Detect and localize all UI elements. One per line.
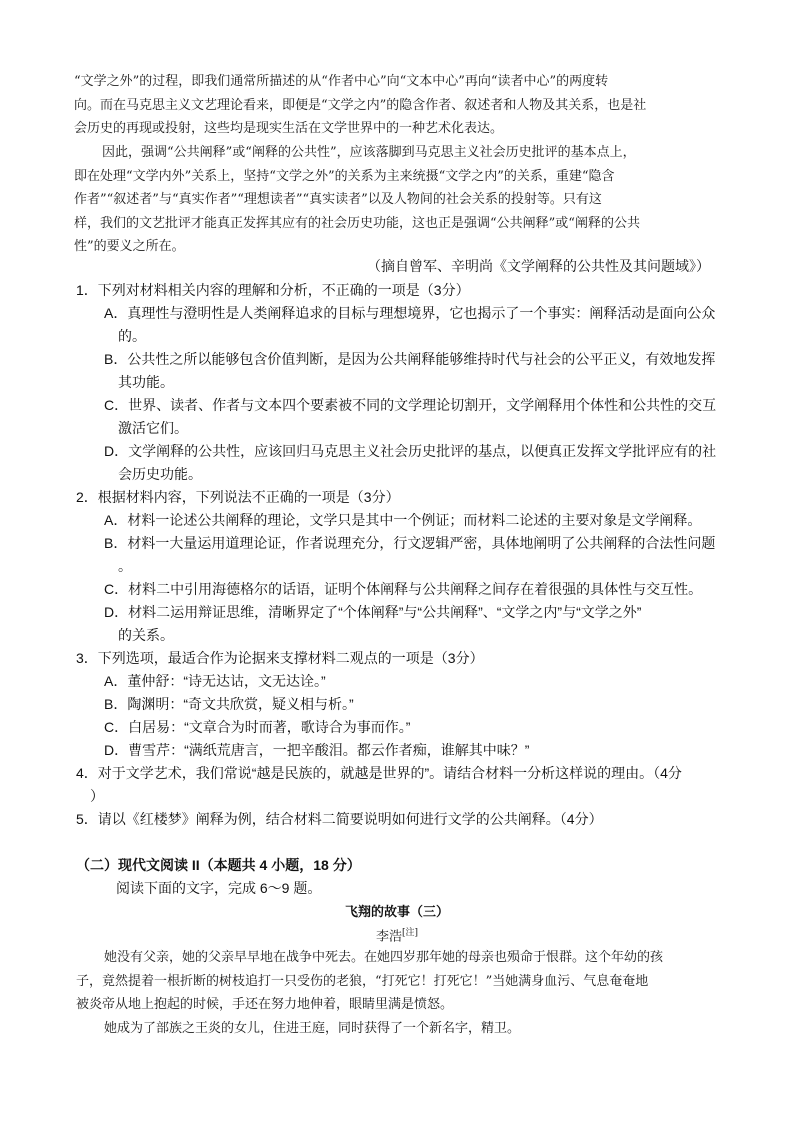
- question-5: 5．请以《红楼梦》阐释为例，结合材料二简要说明如何进行文学的公共阐释。（4分）: [76, 811, 603, 827]
- question-2-option-d: [104, 601, 718, 647]
- question-1-option-a: [104, 302, 718, 348]
- question-3-option-b: B．陶渊明：“奇文共欣赏，疑义相与析。”: [104, 696, 354, 712]
- question-2-option-b: [104, 532, 718, 578]
- option-line: D．文学阐释的公共性，应该回归马克思主义社会历史批评的基点，以便真正发挥文学批评应有的社: [104, 443, 717, 459]
- text-line: 因此，强调“公共阐释”或“阐释的公共性”，应该落脚到马克思主义社会历史批评的基本点上，: [102, 145, 636, 160]
- question-2-option-a: [104, 509, 718, 532]
- source-note: （摘自曾军、辛明尚《文学阐释的公共性及其问题域》）: [367, 258, 710, 274]
- text-line: 性”的要义之所在。: [74, 239, 185, 254]
- question-3-option-c: C．白居易：“文章合为时而著，歌诗合为事而作。”: [104, 719, 411, 735]
- text-line: 她没有父亲，她的父亲早早地在战争中死去。在她四岁那年她的母亲也殒命于恨群。这个年幼的孩: [104, 950, 664, 965]
- question-3-stem: 3．下列选项，最适合作为论据来支撑材料二观点的一项是（3分）: [76, 650, 484, 666]
- question-2-option-c: [104, 578, 718, 601]
- text-line: 即在处理“文学内外”关系上，坚持“文学之外”的关系为主来统摄“文学之内”的关系，重建“隐含: [74, 168, 615, 184]
- story-author: [0, 922, 794, 949]
- option-line: 的关系。: [118, 627, 174, 643]
- intro-paragraph-2: [74, 141, 720, 259]
- question-line: ）: [90, 788, 104, 804]
- option-line: 激活它们。: [118, 420, 188, 436]
- option-line: A．真理性与澄明性是人类阐释追求的目标与理想境界，它也揭示了一个事实：阐释活动是面向公众: [104, 305, 716, 321]
- option-line: B．公共性之所以能够包含价值判断，是因为公共阐释能够维持时代与社会的公平正义，有效地发挥: [104, 351, 716, 367]
- section-heading: （二）现代文阅读 II（本题共 4 小题，18 分）: [76, 857, 361, 873]
- option-line: 会历史功能。: [118, 466, 202, 482]
- question-2-stem: 2．根据材料内容，下列说法不正确的一项是（3分）: [76, 489, 400, 505]
- story-paragraph-2: 她成为了部族之王炎的女儿，住进王庭，同时获得了一个新名字，精卫。: [104, 1021, 521, 1036]
- option-line: 。: [118, 558, 132, 574]
- option-line: A．材料一论述公共阐释的理论，文学只是其中一个例证；而材料二论述的主要对象是文学阐释。: [104, 512, 702, 528]
- option-line: C．材料二中引用海德格尔的话语，证明个体阐释与公共阐释之间存在着很强的具体性与交互性。: [104, 581, 703, 597]
- text-line: 子，竟然提着一根折断的树枝追打一只受伤的老狼，“打死它！打死它！”当她满身血污、气息奄奄地: [76, 973, 649, 989]
- option-line: C．世界、读者、作者与文本四个要素被不同的文学理论切割开，文学阐释用个体性和公共性的交互: [104, 397, 717, 413]
- text-line: “文学之外”的过程，即我们通常所描述的从“作者中心”向“文本中心”再向“读者中心”的两度转: [74, 74, 609, 89]
- section-instruction: 阅读下面的文字，完成 6～9 题。: [116, 880, 322, 896]
- question-3-option-a: A．董仲舒：“诗无达诂，文无达诠。”: [104, 673, 326, 689]
- text-line: 被炎帝从地上抱起的时候，手还在努力地伸着，眼睛里满是愤怒。: [76, 997, 454, 1012]
- question-1-stem: 1．下列对材料相关内容的理解和分析，不正确的一项是（3分）: [76, 282, 470, 298]
- question-4: [76, 762, 720, 808]
- story-title: 飞翔的故事（三）: [344, 904, 449, 919]
- question-1-option-c: [104, 394, 718, 440]
- option-line: 的。: [118, 328, 146, 344]
- text-line: 作者”“叙述者”与“真实作者”“理想读者”“真实读者”以及人物间的社会关系的投射等。只有这: [74, 192, 602, 207]
- option-line: 其功能。: [118, 374, 174, 390]
- intro-paragraph-1: [74, 70, 720, 141]
- question-line: 4．对于文学艺术，我们常说“越是民族的，就越是世界的”。请结合材料一分析这样说的理由。（4分: [76, 765, 682, 781]
- question-1-option-d: [104, 440, 718, 486]
- option-line: D．材料二运用辩证思维，清晰界定了“个体阐释”与“公共阐释”、“文学之内”与“文学之外”: [104, 604, 642, 620]
- text-line: 样，我们的文艺批评才能真正发挥其应有的社会历史功能，这也正是强调“公共阐释”或“阐释的公共: [74, 215, 640, 231]
- option-line: B．材料一大量运用道理论证，作者说理充分，行文逻辑严密，具体地阐明了公共阐释的合法性问题: [104, 535, 716, 551]
- question-1-option-b: [104, 348, 718, 394]
- text-line: 会历史的再现或投射，这些均是现实生活在文学世界中的一种艺术化表达。: [74, 121, 504, 136]
- author-footnote-mark: [注]: [401, 928, 419, 938]
- text-line: 向。而在马克思主义文艺理论看来，即便是“文学之内”的隐含作者、叙述者和人物及其关系，也是社: [74, 97, 647, 113]
- question-3-option-d: D．曹雪芹：“满纸荒唐言，一把辛酸泪。都云作者痴，谁解其中味？”: [104, 742, 530, 758]
- author-name: 李浩: [375, 929, 402, 945]
- story-paragraph-1: [76, 946, 722, 1017]
